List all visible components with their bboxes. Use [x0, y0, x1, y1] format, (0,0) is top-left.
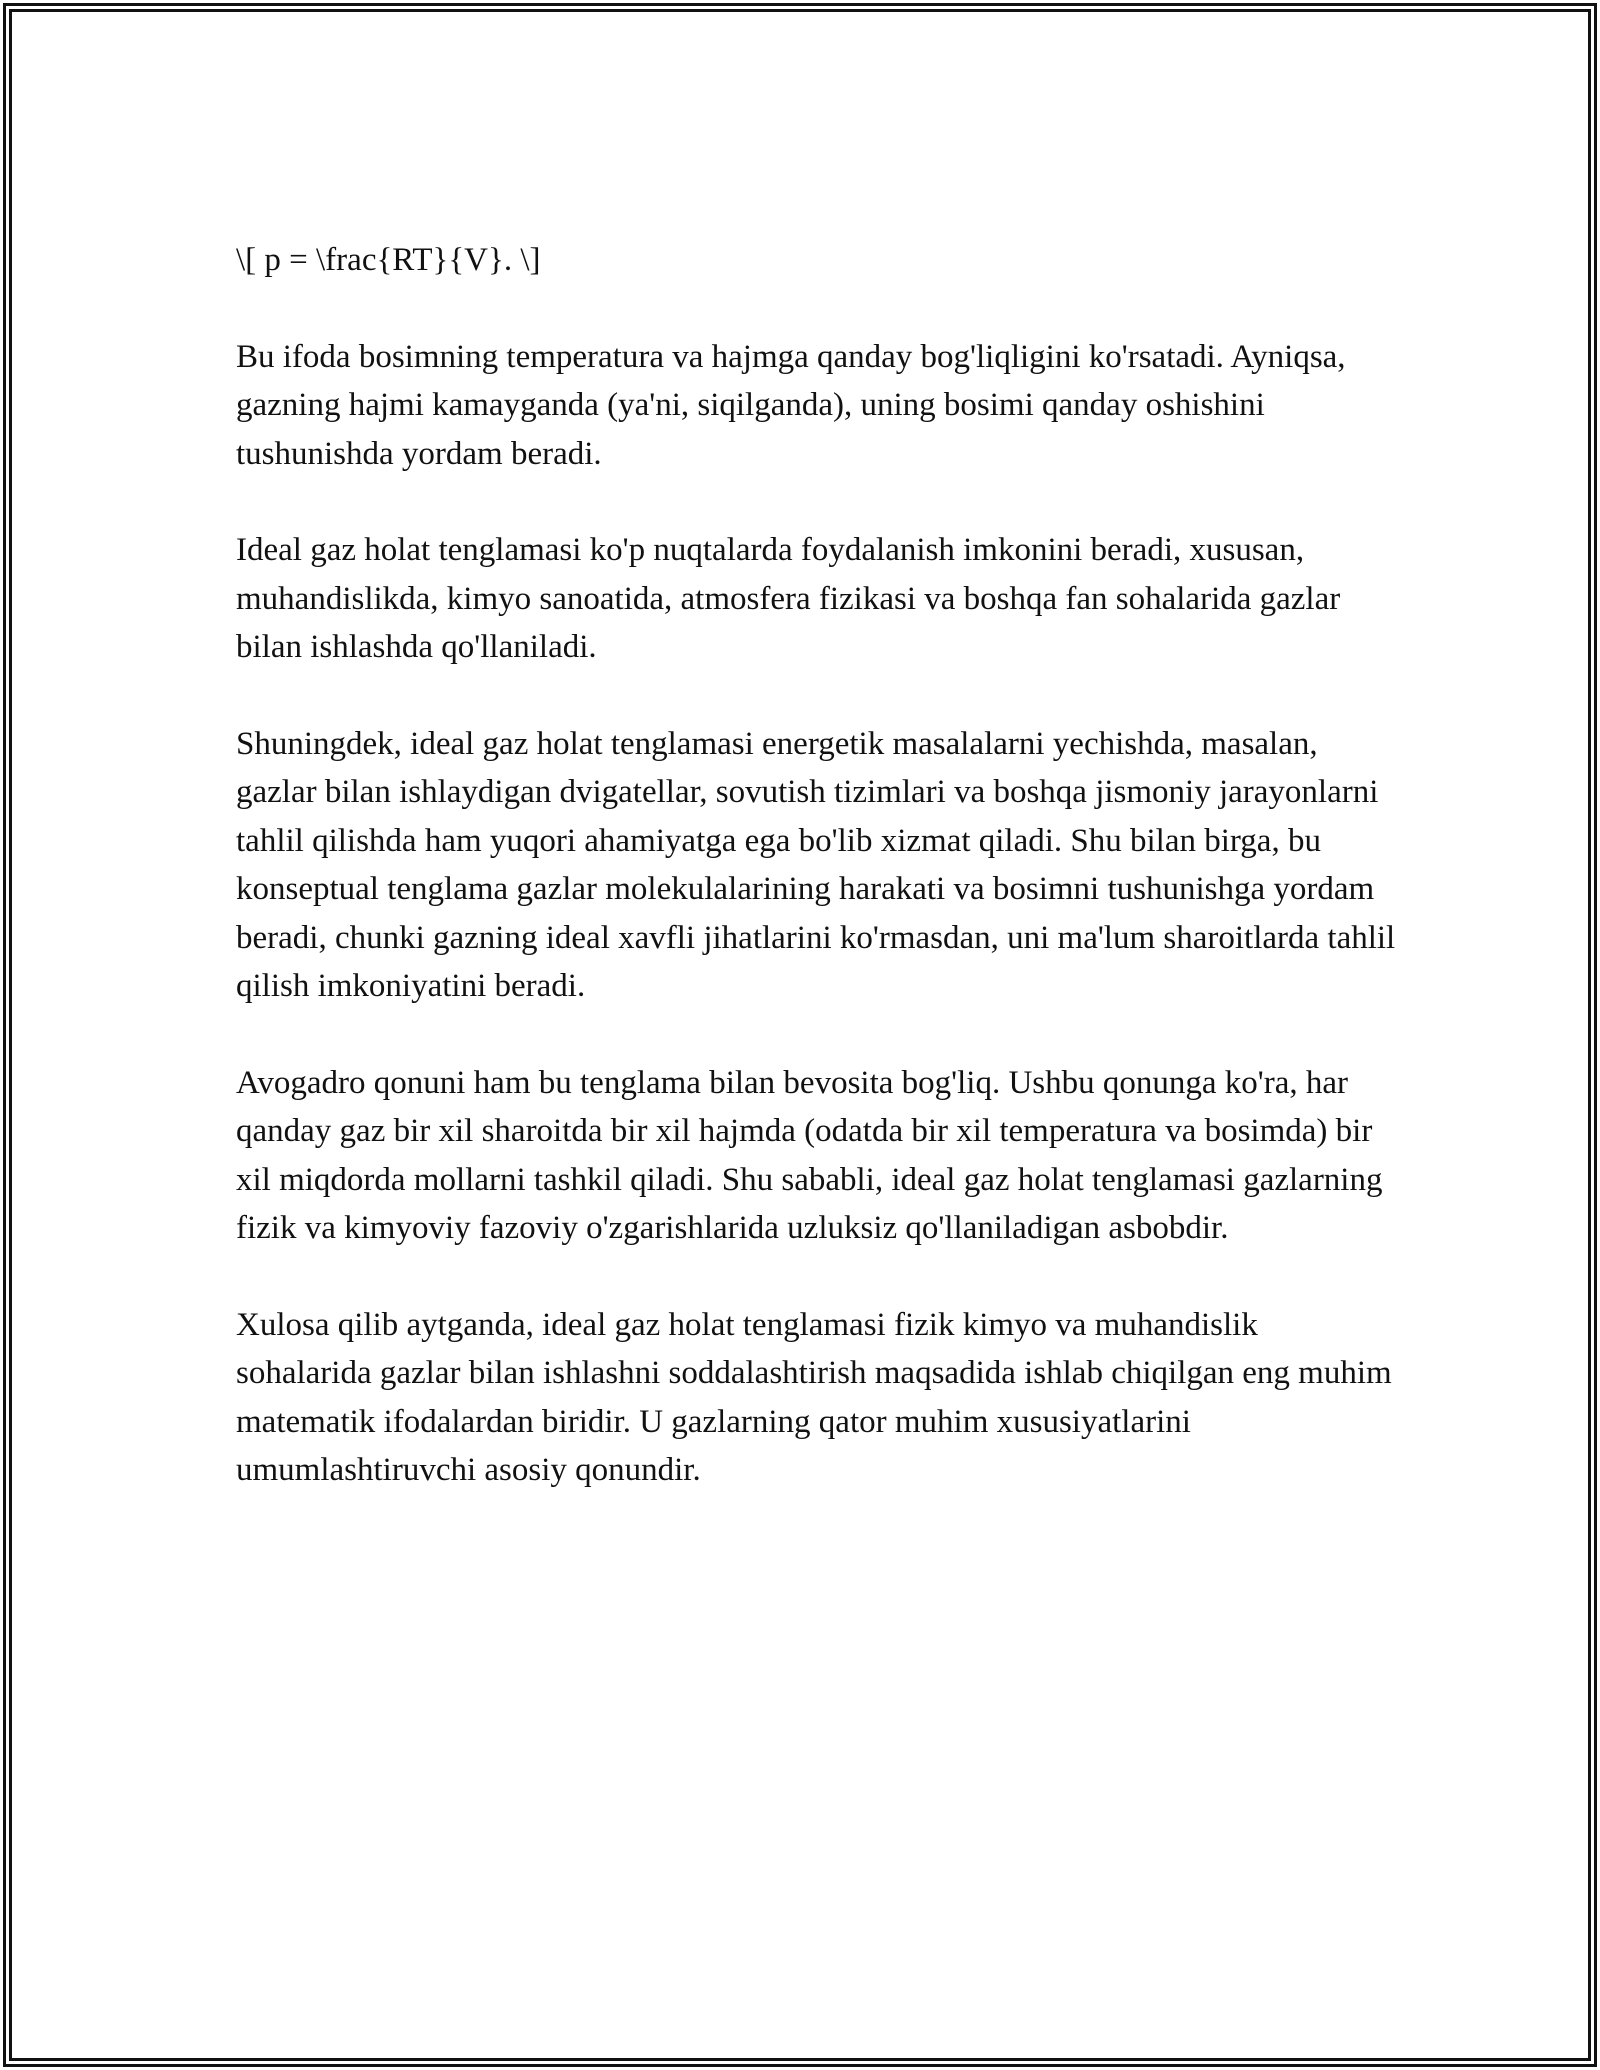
formula-line: \[ p = \frac{RT}{V}. \] [236, 242, 541, 278]
paragraph-energy: Shuningdek, ideal gaz holat tenglamasi energetik masalalarni yechishda, masalan, gazlar bilan ishlaydigan dvigatellar, sovutish tizimlari va boshqa jismoniy jarayonlarni tahlil qilishda ham yuqori ahamiyatga ega bo'lib xizmat qiladi. Shu bilan birga, bu konseptual tenglama gazlar molekulalarining harakati va bosimni tushunishga yordam beradi, chunki gazning ideal xavfli jihatlarini ko'rmasdan, uni ma'lum sharoitlarda tahlil qilish imkoniyatini beradi. [236, 725, 1396, 1004]
paragraph-pressure: Bu ifoda bosimning temperatura va hajmga qanday bog'liqligini ko'rsatadi. Ayniqsa, gazning hajmi kamayganda (ya'ni, siqilganda), uning bosimi qanday oshishini tushunishda yordam beradi. [236, 338, 1346, 472]
paragraph-applications: Ideal gaz holat tenglamasi ko'p nuqtalarda foydalanish imkonini beradi, xususan, muhandislikda, kimyo sanoatida, atmosfera fizikasi va boshqa fan sohalarida gazlar bilan ishlashda qo'llaniladi. [236, 532, 1341, 665]
paragraph-conclusion: Xulosa qilib aytganda, ideal gaz holat tenglamasi fizik kimyo va muhandislik sohalarida gazlar bilan ishlashni soddalashtirish maqsadida ishlab chiqilgan eng muhim matematik ifodalardan biridir. U gazlarning qator muhim xususiyatlarini umumlashtiruvchi asosiy qonundir. [236, 1306, 1392, 1488]
paragraph-avogadro: Avogadro qonuni ham bu tenglama bilan bevosita bog'liq. Ushbu qonunga ko'ra, har qanday gaz bir xil sharoitda bir xil hajmda (odatda bir xil temperatura va bosimda) bir xil miqdorda mollarni tashkil qiladi. Shu sababli, ideal gaz holat tenglamasi gazlarning fizik va kimyoviy fazoviy o'zgarishlarida uzluksiz qo'llaniladigan asbobdir. [236, 1064, 1383, 1246]
document-body [236, 236, 1396, 1543]
